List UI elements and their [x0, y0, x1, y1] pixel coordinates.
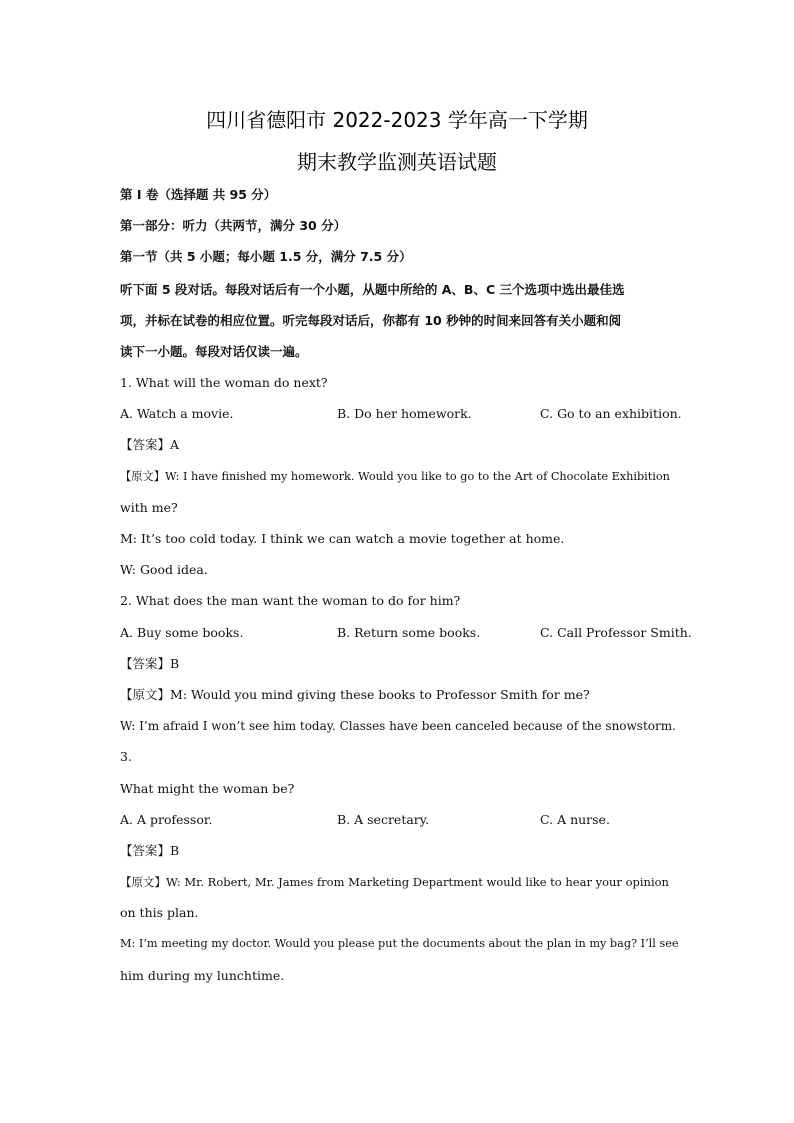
q3-transcript-1 [120, 873, 680, 891]
q3-transcript-2: on this plan. [120, 905, 199, 920]
q1-answer-value: A [170, 437, 180, 452]
transcript-label: 【原文】 [120, 875, 166, 889]
q3-transcript-text-1: W: Mr. Robert, Mr. James from Marketing Department would like to hear your opinion [166, 875, 669, 889]
q1-transcript-4: W: Good idea. [120, 562, 208, 577]
instructions-line-2: 项，并标在试卷的相应位置。听完每段对话后，你都有 10 秒钟的时间来回答有关小题和阅 [120, 313, 622, 328]
answer-label: 【答案】 [120, 656, 171, 671]
title-line-1: 四川省德阳市 2022-2023 学年高一下学期 [206, 108, 588, 132]
q3-answer-value: B [170, 843, 180, 858]
q2-option-b: B. Return some books. [337, 625, 481, 640]
q3-transcript-4: him during my lunchtime. [120, 968, 285, 983]
question-1: 1. What will the woman do next? [120, 375, 328, 390]
q2-transcript-2: W: I’m afraid I won’t see him today. Classes have been canceled because of the snowstorm. [120, 719, 676, 733]
question-3-number: 3. [120, 749, 132, 764]
q1-transcript-2: with me? [120, 500, 178, 515]
q1-transcript-3: M: It’s too cold today. I think we can watch a movie together at home. [120, 531, 565, 546]
q1-transcript-text-1: W: I have finished my homework. Would you like to go to the Art of Chocolate Exhibition [165, 470, 670, 483]
q2-answer [120, 655, 680, 673]
transcript-label: 【原文】 [120, 687, 171, 702]
q3-answer [120, 842, 680, 860]
transcript-label: 【原文】 [120, 470, 166, 483]
q2-option-a: A. Buy some books. [120, 625, 244, 640]
q1-option-b: B. Do her homework. [337, 406, 472, 421]
part-heading: 第一部分：听力（共两节，满分 30 分） [120, 218, 347, 233]
q2-transcript-text-1: M: Would you mind giving these books to Professor Smith for me? [170, 687, 590, 702]
answer-label: 【答案】 [120, 843, 171, 858]
q2-option-c: C. Call Professor Smith. [540, 625, 692, 640]
title-line-2: 期末教学监测英语试题 [297, 150, 497, 174]
q3-option-a: A. A professor. [120, 812, 213, 827]
instructions-line-1: 听下面 5 段对话。每段对话后有一个小题，从题中所给的 A、B、C 三个选项中选出最佳选 [120, 282, 625, 297]
question-3: What might the woman be? [120, 781, 295, 796]
q3-option-b: B. A secretary. [337, 812, 430, 827]
q1-answer [120, 436, 680, 454]
q2-answer-value: B [170, 656, 180, 671]
question-2: 2. What does the man want the woman to do for him? [120, 593, 461, 608]
instructions-line-3: 读下一小题。每段对话仅读一遍。 [120, 344, 308, 359]
q1-transcript-1 [120, 468, 680, 486]
q2-transcript-1 [120, 686, 680, 704]
q1-option-c: C. Go to an exhibition. [540, 406, 682, 421]
q3-option-c: C. A nurse. [540, 812, 610, 827]
section-heading: 第一节（共 5 小题；每小题 1.5 分，满分 7.5 分） [120, 249, 412, 264]
volume-heading: 第 I 卷（选择题 共 95 分） [120, 187, 277, 202]
answer-label: 【答案】 [120, 437, 171, 452]
q3-transcript-3: M: I’m meeting my doctor. Would you please put the documents about the plan in my bag? I’ll see [120, 937, 679, 950]
q1-option-a: A. Watch a movie. [120, 406, 234, 421]
